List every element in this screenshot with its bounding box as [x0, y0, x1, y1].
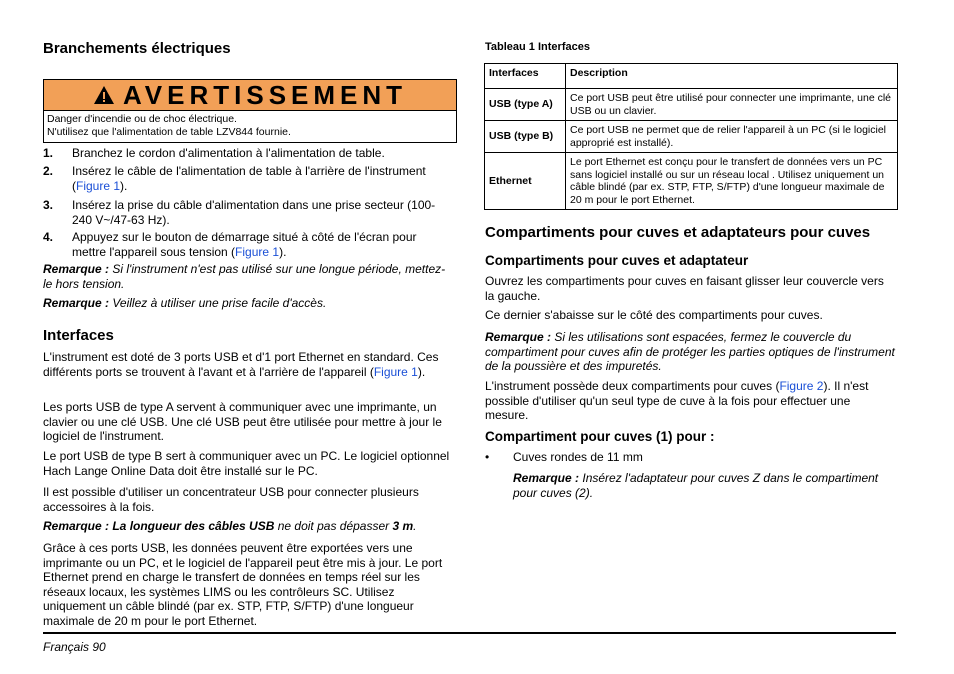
- note-outlet: [43, 296, 453, 311]
- table-caption: Tableau 1 Interfaces: [485, 41, 590, 53]
- para-text: ). Il n'est possible d'utiliser qu'un seul type de cuve à la fois pour effectuer une mesure.: [485, 379, 869, 422]
- heading-branchements: Branchements électriques: [43, 40, 231, 57]
- para-text: L'instrument est doté de 3 ports USB et d'1 port Ethernet en standard. Ces différents ports se trouvent à l'avant et à l'arrière de l'appareil (: [43, 350, 439, 379]
- step-text-part: ).: [120, 178, 128, 193]
- warning-title: AVERTISSEMENT: [122, 79, 408, 110]
- note-label: Remarque : La longueur des câbles USB: [43, 519, 275, 533]
- table-cell-desc: Ce port USB ne permet que de relier l'appareil à un PC (si le logiciel approprié est installé).: [566, 121, 898, 153]
- note-label: Remarque :: [485, 330, 552, 344]
- footer-rule: [43, 632, 896, 634]
- step-4: [43, 230, 453, 259]
- figure-link[interactable]: Figure 2: [779, 379, 824, 393]
- step-text-part: Insérez le câble de l'alimentation de table à l'arrière de l'instrument (: [72, 164, 426, 193]
- step-3: [43, 198, 453, 227]
- interfaces-para-4: Il est possible d'utiliser un concentrateur USB pour connecter plusieurs accessoires à la fois.: [43, 485, 419, 514]
- warning-triangle-icon: [93, 85, 115, 105]
- table-cell-name: USB (type A): [485, 89, 566, 121]
- subheading-compartiments: Compartiments pour cuves et adaptateur: [485, 253, 749, 268]
- warning-line-1: Danger d'incendie ou de choc électrique.: [47, 113, 237, 125]
- interfaces-para-2: Les ports USB de type A servent à communiquer avec une imprimante, un clavier ou une clé USB. Une clé USB peut être utilisée pour mettre à jour le logiciel de l'instrument.: [43, 400, 442, 443]
- step-number: 4.: [43, 230, 54, 244]
- table-row: [485, 89, 898, 121]
- note-text: Si l'instrument n'est pas utilisé sur une longue période, mettez-le hors tension.: [43, 262, 446, 291]
- table-cell-desc: Ce port USB peut être utilisé pour connecter une imprimante, une clé USB ou un clavier.: [566, 89, 898, 121]
- note-bold-value: 3 m: [392, 519, 414, 533]
- page-footer: Français 90: [43, 640, 106, 654]
- interfaces-para-1: [43, 350, 453, 379]
- para-text: ).: [417, 364, 426, 379]
- step-text-part: ).: [279, 244, 287, 259]
- step-text-part: Appuyez sur le bouton de démarrage situé à côté de l'écran pour mettre l'appareil sous tension (: [72, 230, 417, 259]
- table-row: [485, 121, 898, 153]
- heading-interfaces: Interfaces: [43, 327, 114, 344]
- interfaces-para-3: Le port USB de type B sert à communiquer avec un PC. Le logiciel optionnel Hach Lange Online Data doit être installé sur le PC.: [43, 449, 450, 478]
- note-cover: [485, 330, 896, 374]
- figure-link[interactable]: Figure 1: [76, 178, 121, 193]
- note-text: .: [413, 519, 417, 533]
- bullet-icon: •: [485, 450, 490, 464]
- step-text: [72, 230, 453, 259]
- table-cell-name: USB (type B): [485, 121, 566, 153]
- step-number: 2.: [43, 164, 54, 178]
- table-row: [485, 153, 898, 210]
- warning-header: [44, 80, 456, 111]
- warning-text: [44, 111, 456, 142]
- warning-line-2: N'utilisez que l'alimentation de table LZV844 fournie.: [47, 126, 291, 138]
- compartiments-para-3: [485, 379, 896, 423]
- step-2: [43, 164, 453, 193]
- interfaces-table: [484, 63, 898, 210]
- note-long-period: [43, 262, 453, 291]
- step-text: [72, 164, 453, 193]
- table-header-cell: Interfaces: [485, 64, 566, 89]
- note-label: Remarque :: [43, 296, 110, 310]
- note-text: ne doit pas dépasser: [274, 519, 393, 533]
- compartiments-para-2: Ce dernier s'abaisse sur le côté des compartiments pour cuves.: [485, 308, 823, 322]
- table-header-row: [485, 64, 898, 89]
- note-label: Remarque :: [43, 262, 110, 276]
- note-label: Remarque :: [513, 471, 580, 485]
- compartiments-para-1: Ouvrez les compartiments pour cuves en faisant glisser leur couvercle vers la gauche.: [485, 274, 884, 303]
- step-text: Branchez le cordon d'alimentation à l'alimentation de table.: [72, 146, 385, 160]
- step-number: 3.: [43, 198, 54, 212]
- interfaces-para-5: Grâce à ces ports USB, les données peuvent être exportées vers une imprimante ou un PC, et le logiciel de l'appareil peut être mis à jour. Le port Ethernet prend en charge le transfert de données en temps réel sur les réseaux locaux, les systèmes LIMS ou les contrôleurs SC. Utilisez uniquement un câble blindé (par ex. STP, FTP, S/FTP) d'une longueur maximale de 20 m pour le port Ethernet.: [43, 541, 443, 628]
- note-text: Insérez l'adaptateur pour cuves Z dans le compartiment pour cuves (2).: [513, 471, 879, 500]
- step-number: 1.: [43, 146, 54, 160]
- para-text: L'instrument possède deux compartiments pour cuves (: [485, 379, 780, 393]
- warning-box: [43, 79, 457, 143]
- note-text: Veillez à utiliser une prise facile d'accès.: [109, 296, 327, 310]
- note-text: Si les utilisations sont espacées, fermez le couvercle du compartiment pour cuves afin de protéger les parties optiques de l'instrument de la poussière et des impuretés.: [485, 330, 895, 373]
- heading-compartiments: Compartiments pour cuves et adaptateurs pour cuves: [485, 224, 871, 241]
- list-item: Cuves rondes de 11 mm: [513, 450, 643, 464]
- note-usb-length: [43, 519, 453, 534]
- table-cell-desc: Le port Ethernet est conçu pour le transfert de données vers un PC sans logiciel installé ou sur un réseau local . Utilisez uniquement un câble blindé (par ex. STP, FTP, S/FTP) d'une longueur maximale de 20 m pour le port Ethernet.: [566, 153, 898, 210]
- table-header-cell: Description: [566, 64, 898, 89]
- step-1: [43, 146, 453, 161]
- note-adapter: [513, 471, 896, 500]
- subheading-compartiment-1: Compartiment pour cuves (1) pour :: [485, 429, 715, 444]
- table-cell-name: Ethernet: [485, 153, 566, 210]
- step-text: Insérez la prise du câble d'alimentation dans une prise secteur (100-240 V~/47-63 Hz).: [72, 198, 436, 227]
- figure-link[interactable]: Figure 1: [373, 364, 418, 379]
- figure-link[interactable]: Figure 1: [235, 244, 280, 259]
